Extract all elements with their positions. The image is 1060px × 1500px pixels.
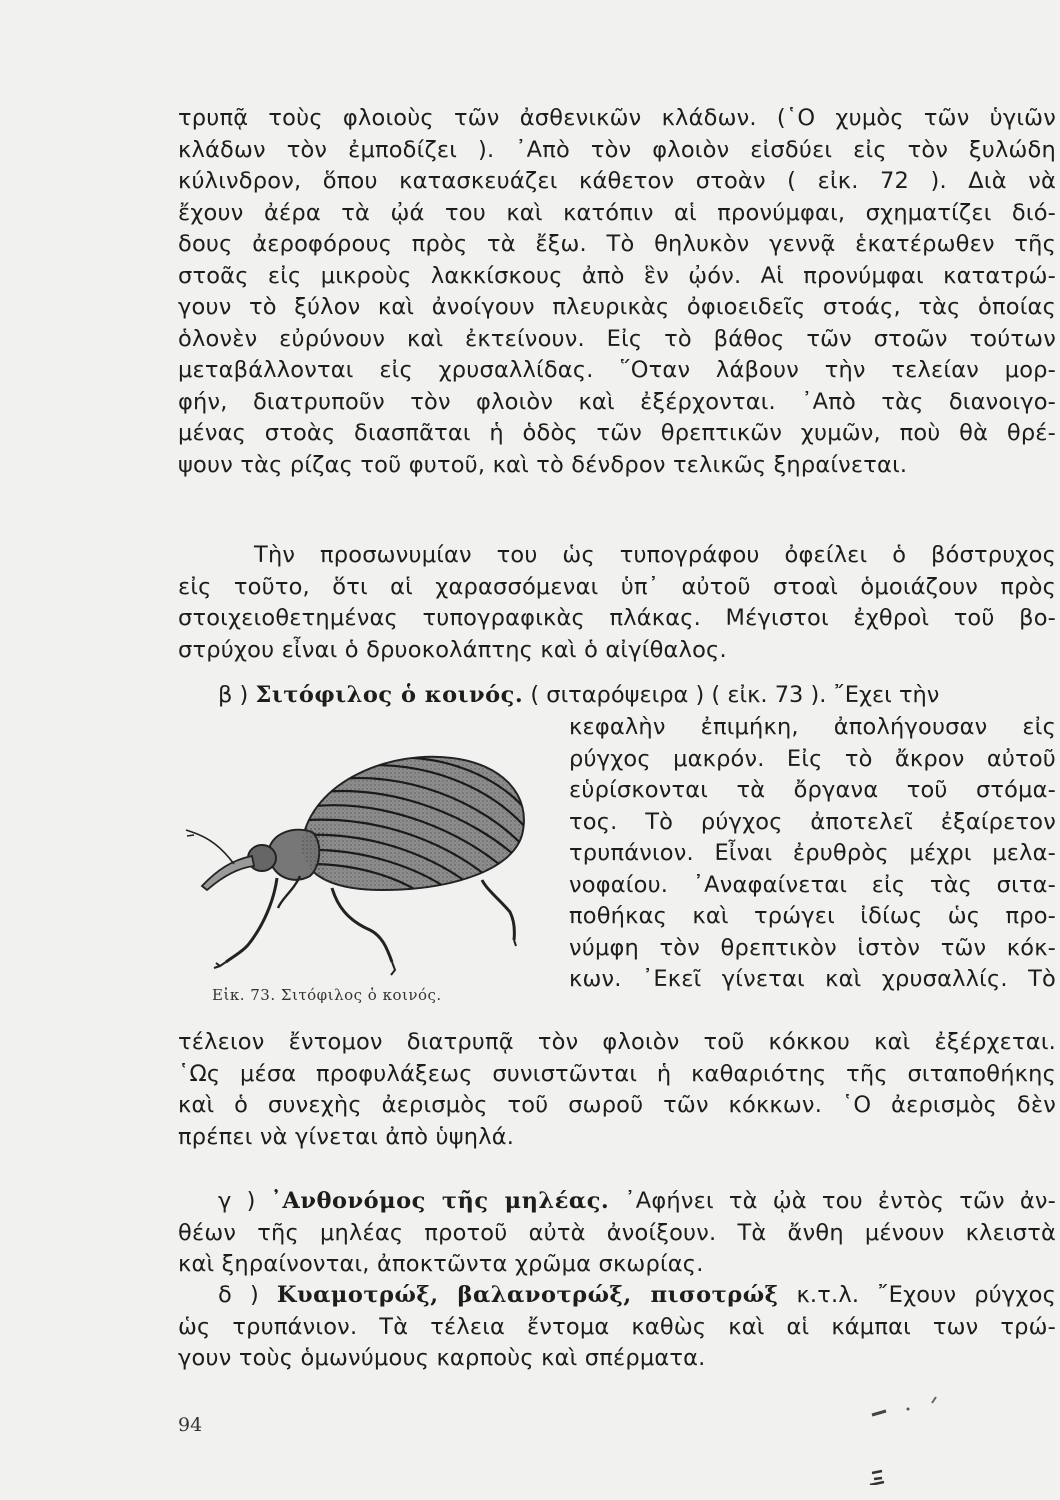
section-b-wrapped-text <box>569 712 1056 996</box>
text-line: ἔχουν ἀέρα τὰ ᾠά του καὶ κατόπιν αἱ προνύμφαι, σχηματίζει διό- <box>178 199 1056 226</box>
text-line: νύμφη τὸν θρεπτικὸν ἱστὸν τῶν κόκ- <box>569 934 1056 961</box>
text-line: τέλειον ἔντομον διατρυπᾷ τὸν φλοιὸν τοῦ κόκκου καὶ ἐξέρχεται. <box>178 1029 1056 1055</box>
text-line: τρυπάνιον. Εἶναι ἐρυθρὸς μέχρι μελα- <box>569 840 1056 866</box>
text-line: γουν τοὺς ὁμωνύμους καρποὺς καὶ σπέρματα. <box>178 1345 706 1371</box>
section-marker: δ ) <box>218 1282 259 1308</box>
section-term: Σιτόφιλος ὁ κοινός. <box>255 682 524 708</box>
section-heading-rest: ᾿Αφήνει τὰ ᾠὰ του ἐντὸς τῶν ἀν- <box>624 1188 1056 1214</box>
section-marker: β ) <box>218 682 249 708</box>
text-line: τρυπᾷ τοὺς φλοιοὺς τῶν ἀσθενικῶν κλάδων. (῾Ο χυμὸς τῶν ὑγιῶν <box>178 105 1056 131</box>
text-line: μένας στοὰς διασπᾶται ἡ ὁδὸς τῶν θρεπτικῶν χυμῶν, ποὺ θὰ θρέ- <box>178 420 1056 446</box>
text-line: ποθήκας καὶ τρώγει ἰδίως ὡς προ- <box>569 903 1056 929</box>
text-line: ρύγχος μακρόν. Εἰς τὸ ἄκρον αὐτοῦ <box>569 745 1056 772</box>
text-line: πρέπει νὰ γίνεται ἀπὸ ὑψηλά. <box>178 1123 515 1150</box>
text-line: μεταβάλλονται εἰς χρυσαλλίδας. ῞Οταν λάβουν τὴν τελείαν μορ- <box>178 357 1056 383</box>
section-heading-rest: ( σιταρόψειρα ) ( εἰκ. 73 ). ῎Εχει τὴν <box>530 682 940 708</box>
text-line: φήν, διατρυποῦν τὸν φλοιὸν καὶ ἐξέρχονται. ᾿Απὸ τὰς διανοιγο- <box>178 388 1056 415</box>
text-line: κων. ᾿Εκεῖ γίνεται καὶ χρυσαλλίς. Τὸ <box>569 966 1056 992</box>
section-heading-rest: κ.τ.λ. ῎Εχουν ρύγχος <box>796 1282 1056 1308</box>
text-line: ὁλονὲν εὐρύνουν καὶ ἐκτείνουν. Εἰς τὸ βάθος τῶν στοῶν τούτων <box>178 325 1056 352</box>
print-specks-decoration <box>860 1385 980 1485</box>
section-term: Κυαμοτρώξ, βαλανοτρώξ, πισοτρώξ <box>276 1282 779 1308</box>
text-line: γουν τὸ ξύλον καὶ ἀνοίγουν πλευρικὰς ὀφιοειδεῖς στοάς, τὰς ὁποίας <box>178 294 1056 320</box>
text-line: στρύχου εἶναι ὁ δρυοκολάπτης καὶ ὁ αἰγίθαλος. <box>178 636 727 663</box>
section-g-paragraph <box>178 1186 1056 1281</box>
text-line: Τὴν προσωνυμίαν του ὡς τυπογράφου ὀφείλει ὁ βόστρυχος <box>254 542 1056 568</box>
text-line: ῾Ως μέσα προφυλάξεως συνιστῶνται ἡ καθαριότης τῆς σιταποθήκης <box>178 1060 1056 1087</box>
text-line: ὡς τρυπάνιον. Τὰ τέλεια ἔντομα καθὼς καὶ αἱ κάμπαι των τρώ- <box>178 1313 1056 1340</box>
paragraph-typographer-name <box>178 540 1056 666</box>
section-d-heading <box>178 1280 1056 1312</box>
section-b-continuation <box>178 1027 1056 1153</box>
weevil-illustration <box>182 740 554 995</box>
text-line: στοᾶς εἰς μικροὺς λακκίσκους ἀπὸ ἓν ᾠόν. Αἱ προνύμφαι κατατρώ- <box>178 262 1056 289</box>
section-term: ᾿Ανθονόμος τῆς μηλέας. <box>270 1188 610 1214</box>
text-line: τος. Τὸ ρύγχος ἀποτελεῖ ἐξαίρετον <box>569 808 1056 835</box>
text-line: κλάδων τὸν ἐμποδίζει ). ᾿Απὸ τὸν φλοιὸν εἰσδύει εἰς τὸν ξυλώδη <box>178 136 1056 163</box>
text-line: δους ἀεροφόρους πρὸς τὰ ἔξω. Τὸ θηλυκὸν γεννᾷ ἑκατέρωθεν τῆς <box>178 231 1056 257</box>
text-line: καὶ ξηραίνονται, ἀποκτῶντα χρῶμα σκωρίας. <box>178 1251 704 1277</box>
text-line: στοιχειοθετημένας τυπογραφικὰς πλάκας. Μέγιστοι ἐχθροὶ τοῦ βο- <box>178 605 1056 631</box>
text-line: κύλινδρον, ὅπου κατασκευάζει κάθετον στοὰν ( εἰκ. 72 ). Διὰ νὰ <box>178 168 1056 194</box>
text-line: νοφαίου. ᾿Αναφαίνεται εἰς τὰς σιτα- <box>569 871 1056 898</box>
text-line: θέων τῆς μηλέας προτοῦ αὐτὰ ἀνοίξουν. Τὰ ἄνθη μένουν κλειστὰ <box>178 1219 1056 1246</box>
text-line: ψουν τὰς ρίζας τοῦ φυτοῦ, καὶ τὸ δένδρον τελικῶς ξηραίνεται. <box>178 451 908 478</box>
section-b-heading <box>178 680 1056 712</box>
text-line: εὑρίσκονται τὰ ὄργανα τοῦ στόμα- <box>569 777 1056 803</box>
section-g-heading <box>178 1186 1056 1218</box>
text-line: εἰς τοῦτο, ὅτι αἱ χαρασσόμεναι ὑπ᾿ αὐτοῦ στοαὶ ὁμοιάζουν πρὸς <box>178 573 1056 600</box>
text-line: καὶ ὁ συνεχὴς ἀερισμὸς τοῦ σωροῦ τῶν κόκκων. ῾Ο ἀερισμὸς δὲν <box>178 1092 1056 1118</box>
section-d-paragraph <box>178 1280 1056 1375</box>
figure-caption: Εἰκ. 73. Σιτόφιλος ὁ κοινός. <box>212 986 442 1004</box>
text-line: κεφαλὴν ἐπιμήκη, ἀπολήγουσαν εἰς <box>569 714 1056 740</box>
section-marker: γ ) <box>218 1188 256 1214</box>
paragraph-bostrychus-tunnels <box>178 103 1056 481</box>
page-number: 94 <box>178 1414 203 1436</box>
